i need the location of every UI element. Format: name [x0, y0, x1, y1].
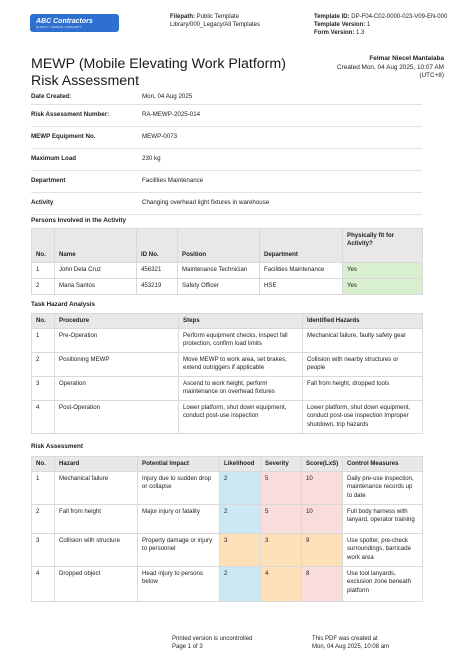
likelihood-cell: 3 [220, 534, 261, 567]
table-cell: Safety Officer [178, 279, 260, 295]
created-timezone: (UTC+8) [419, 72, 444, 80]
table-cell: John Dela Cruz [55, 263, 137, 279]
info-row [31, 149, 422, 171]
pdf-created-label: This PDF was created at [312, 636, 378, 642]
template-id-value: DP-F04-C02-0000-023-V09-EN-000 [351, 14, 448, 20]
table-cell: 456321 [137, 263, 178, 279]
table-cell: Collision with structure [55, 534, 138, 567]
form-version-value: 1.3 [356, 29, 365, 36]
filepath [170, 14, 300, 30]
column-header: Control Measures [343, 457, 423, 472]
column-header: No. [32, 229, 55, 263]
table-row [32, 377, 423, 401]
author-name: Felmar Niecel Mantalaba [369, 55, 444, 62]
table-cell: Dropped object [55, 567, 138, 602]
table-cell: HSE [260, 279, 343, 295]
table-cell: Maria Santos [55, 279, 137, 295]
table-cell: Use spotter, pre-check surroundings, barricade work area [343, 534, 423, 567]
table-cell: Lower platform, shut down equipment, conduct post-use inspection Improper shutdown, trip hazards [303, 401, 423, 434]
info-value: 230 kg [142, 155, 161, 163]
column-header: Steps [179, 314, 303, 329]
table-cell: Facilities Maintenance [260, 263, 343, 279]
info-row [31, 105, 422, 127]
info-label: MEWP Equipment No. [31, 133, 96, 141]
score-cell: 10 [302, 472, 343, 505]
severity-cell: 3 [261, 534, 302, 567]
info-value: Mon, 04 Aug 2025 [142, 93, 193, 101]
table-cell: 2 [32, 279, 55, 295]
pdf-created-date: Mon, 04 Aug 2025, 10:08 am [312, 644, 390, 651]
table-cell: Lower platform, shut down equipment, conduct post-use inspection [179, 401, 303, 434]
table-cell: Operation [55, 377, 179, 401]
task-hazard-table [31, 313, 423, 434]
likelihood-cell: 2 [220, 472, 261, 505]
table-row [32, 279, 423, 295]
table-cell: 1 [32, 329, 55, 353]
table-cell: Full body harness with lanyard, operator training [343, 505, 423, 534]
table-header-row [32, 229, 423, 263]
template-version-label: Template Version: [314, 21, 366, 28]
logo-name: ABC Contractors [36, 18, 93, 25]
column-header: Potential Impact [138, 457, 220, 472]
template-id-label: Template ID: [314, 14, 350, 20]
info-value: Facilities Maintenance [142, 177, 204, 185]
column-header: No. [32, 457, 55, 472]
table-cell: Collision with nearby structures or people [303, 353, 423, 377]
table-cell: 3 [32, 534, 55, 567]
filepath-value: Public Template Library/000_Legacy/All Templates [170, 14, 260, 28]
risk-section-title: Risk Assessment [31, 443, 83, 450]
table-row [32, 505, 423, 534]
score-cell: 10 [302, 505, 343, 534]
table-cell: Property damage or injury to personnel [138, 534, 220, 567]
persons-table [31, 228, 423, 295]
column-header: Position [178, 229, 260, 263]
page-number: Page 1 of 3 [172, 644, 203, 651]
info-section [31, 91, 422, 215]
info-label: Maximum Load [31, 155, 77, 163]
company-logo [30, 14, 119, 32]
table-cell: Positioning MEWP [55, 353, 179, 377]
column-header: Score(LxS) [302, 457, 343, 472]
table-cell: 453219 [137, 279, 178, 295]
table-row [32, 567, 423, 602]
column-header: Likelihood [220, 457, 261, 472]
score-cell: 8 [302, 567, 343, 602]
risk-assessment-table [31, 456, 423, 602]
column-header: Physically fit for Activity? [343, 229, 423, 263]
table-cell: Major injury or fatality [138, 505, 220, 534]
author-block [337, 55, 444, 81]
table-cell: Fall from height [55, 505, 138, 534]
persons-section-title: Persons Involved in the Activity [31, 217, 126, 224]
info-label: Risk Assessment Number: [31, 111, 110, 119]
column-header: No. [32, 314, 55, 329]
table-cell: Mechanical failure, faulty safety gear [303, 329, 423, 353]
uncontrolled-notice: Printed version is uncontrolled [172, 636, 253, 642]
info-row [31, 171, 422, 193]
info-value: Changing overhead light fixtures in warehouse [142, 199, 270, 207]
template-version-value: 1 [366, 21, 371, 28]
info-label: Activity [31, 199, 54, 207]
info-value: RA-MEWP-2025-014 [142, 111, 201, 119]
table-row [32, 353, 423, 377]
table-header-row [32, 457, 423, 472]
table-cell: Pre-Operation [55, 329, 179, 353]
likelihood-cell: 2 [220, 567, 261, 602]
info-row [31, 91, 422, 105]
filepath-label: Filepath: [170, 14, 195, 20]
column-header: Severity [261, 457, 302, 472]
table-cell: Perform equipment checks, inspect fall protection, confirm load limits [179, 329, 303, 353]
info-label: Date Created: [31, 93, 72, 101]
table-cell: 3 [32, 377, 55, 401]
table-row [32, 263, 423, 279]
column-header: Identified Hazards [303, 314, 423, 329]
table-header-row [32, 314, 423, 329]
table-cell: 1 [32, 263, 55, 279]
info-row [31, 127, 422, 149]
template-meta [314, 14, 449, 37]
table-cell: Use tool lanyards, exclusion zone beneath platform [343, 567, 423, 602]
table-cell: 4 [32, 567, 55, 602]
table-row [32, 534, 423, 567]
created-date: Created Mon, 04 Aug 2025, 10:07 AM [337, 63, 444, 71]
severity-cell: 4 [261, 567, 302, 602]
table-cell: Maintenance Technician [178, 263, 260, 279]
logo-tagline: QUALITY • DESIGN • INTEGRITY [36, 24, 82, 29]
info-row [31, 193, 422, 215]
column-header: Department [260, 229, 343, 263]
table-cell: Move MEWP to work area, set brakes, extend outriggers if applicable [179, 353, 303, 377]
fit-status-cell: Yes [343, 263, 423, 279]
tasks-section-title: Task Hazard Analysis [31, 301, 96, 308]
table-cell: Head injury to persons below [138, 567, 220, 602]
info-value: MEWP-0073 [142, 133, 178, 141]
score-cell: 9 [302, 534, 343, 567]
column-header: Procedure [55, 314, 179, 329]
table-cell: Daily pre-use inspection, maintenance records up to date [343, 472, 423, 505]
column-header: Name [55, 229, 137, 263]
table-cell: 2 [32, 505, 55, 534]
table-cell: Fall from height, dropped tools [303, 377, 423, 401]
footer-left [172, 635, 252, 652]
table-cell: 1 [32, 472, 55, 505]
footer-right [312, 635, 389, 652]
column-header: Hazard [55, 457, 138, 472]
column-header: ID No. [137, 229, 178, 263]
table-cell: 4 [32, 401, 55, 434]
severity-cell: 5 [261, 505, 302, 534]
table-cell: Ascend to work height, perform maintenance on overhead fixtures [179, 377, 303, 401]
table-cell: 2 [32, 353, 55, 377]
table-row [32, 401, 423, 434]
table-row [32, 329, 423, 353]
table-cell: Mechanical failure [55, 472, 138, 505]
table-row [32, 472, 423, 505]
page-title: MEWP (Mobile Elevating Work Platform) Risk Assessment [31, 56, 286, 89]
likelihood-cell: 2 [220, 505, 261, 534]
table-cell: Injury due to sudden drop or collapse [138, 472, 220, 505]
table-cell: Post-Operation [55, 401, 179, 434]
fit-status-cell: Yes [343, 279, 423, 295]
form-version-label: Form Version: [314, 29, 355, 36]
severity-cell: 5 [261, 472, 302, 505]
info-label: Department [31, 177, 66, 185]
